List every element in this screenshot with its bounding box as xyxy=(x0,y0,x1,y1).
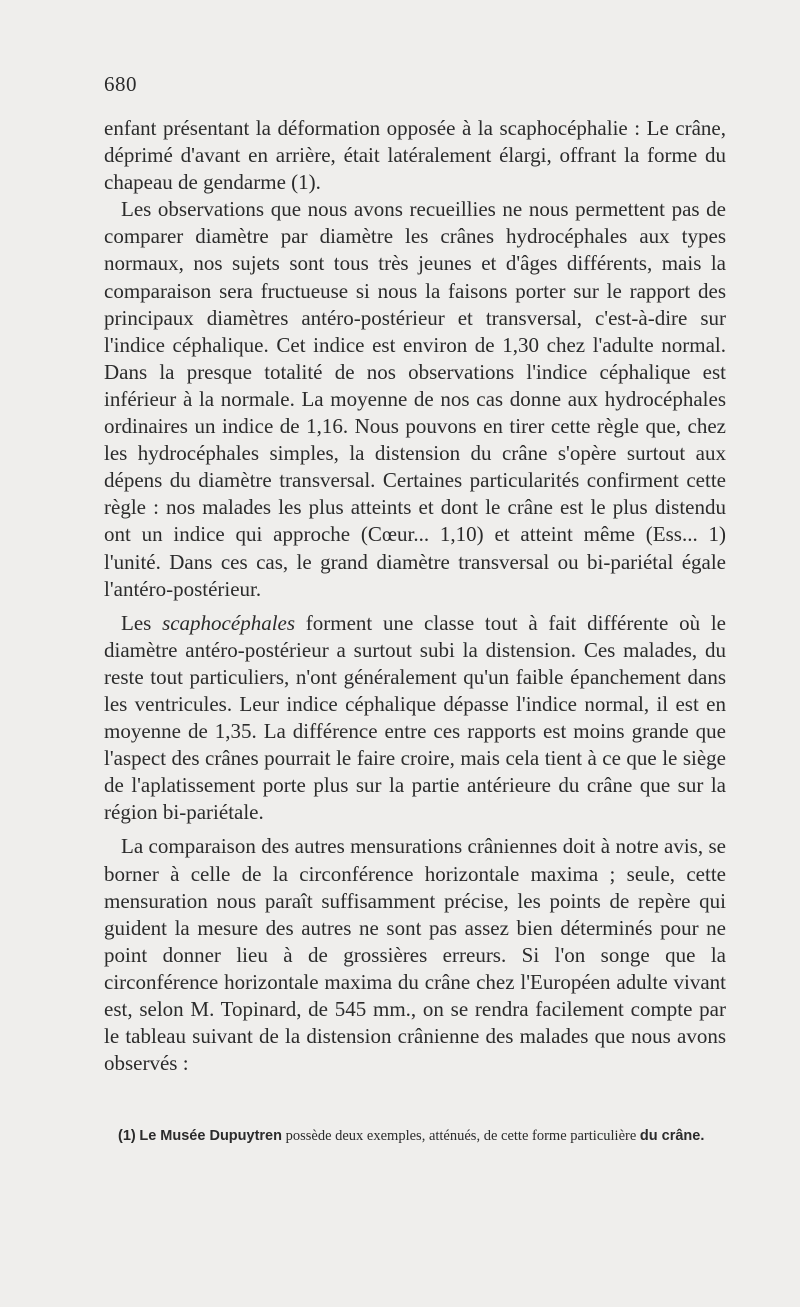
footnote-tail: du crâne. xyxy=(639,1128,705,1144)
paragraph-3-lead: Les xyxy=(121,610,163,635)
page-number: 680 xyxy=(104,72,137,96)
footnote xyxy=(104,1126,726,1147)
footnote-text: possède deux exemples, atténués, de cette forme particulière xyxy=(281,1128,637,1144)
paragraph-3-text: forment une classe tout à fait différente où le diamètre antéro-postérieur a surtout subi la distension. Ces malades, du reste tout particuliers, n'ont généralement qu'un faible épanchement dans les ventricules. Leur indice céphalique dépasse l'indice normal, il est en moyenne de 1,35. La différence entre ces rapports est moins grande que l'aspect des crânes pourrait le faire croire, mais cela tient à ce que le siège de l'aplatissement porte plus sur la partie antérieure du crâne que sur la région bi-pariétale. xyxy=(104,610,726,825)
body-text xyxy=(104,115,726,1077)
paragraph-3-italic-term: scaphocéphales xyxy=(162,610,296,635)
footnote-lead: Le Musée Dupuytren xyxy=(139,1128,282,1144)
paragraph-3 xyxy=(104,610,726,827)
paragraph-4: La comparaison des autres mensurations crâniennes doit à notre avis, se borner à celle de la circonférence horizontale maxima ; seule, cette mensuration nous paraît suffisamment précise, les points de repère qui guident la mesure des autres ne sont pas assez bien déterminés pour ne point donner lieu à de grossières erreurs. Si l'on songe que la circonférence horizontale maxima du crâne chez l'Européen adulte vivant est, selon M. Topinard, de 545 mm., on se rendra facilement compte par le tableau suivant de la distension crânienne des malades que nous avons observés : xyxy=(104,834,726,1076)
paragraph-2: Les observations que nous avons recueillies ne nous permettent pas de comparer diamètre par diamètre les crânes hydrocéphales aux types normaux, nos sujets sont tous très jeunes et d'âges différents, mais la comparaison sera fructueuse si nous la faisons porter sur le rapport des principaux diamètres antéro-postérieur et transversal, c'est-à-dire sur l'indice céphalique. Cet indice est environ de 1,30 chez l'adulte normal. Dans la presque totalité de nos observations l'indice céphalique est inférieur à la normale. La moyenne de nos cas donne aux hydrocéphales ordinaires un indice de 1,16. Nous pouvons en tirer cette règle que, chez les hydrocéphales simples, la distension du crâne s'opère surtout aux dépens du diamètre transversal. Certaines particularités confirment cette règle : nos malades les plus atteints et dont le crâne est le plus distendu ont un indice qui approche (Cœur... 1,10) et atteint même (Ess... 1) l'unité. Dans ces cas, le grand diamètre transversal ou bi-pariétal égale l'antéro-postérieur. xyxy=(104,197,726,601)
footnote-marker: (1) xyxy=(118,1128,136,1144)
paragraph-1: enfant présentant la déformation opposée à la scaphocéphalie : Le crâne, déprimé d'avant en arrière, était latéralement élargi, offrant la forme du chapeau de gendarme (1). xyxy=(104,116,726,195)
